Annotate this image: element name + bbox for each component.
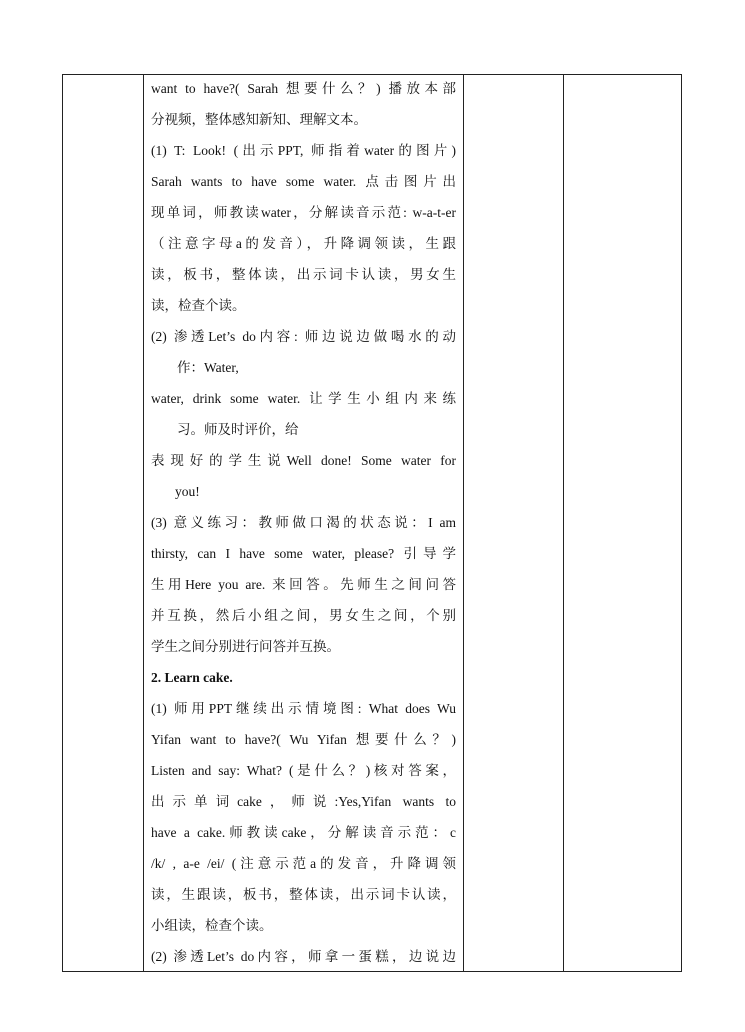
text-line: 习。师及时评价，给 — [177, 422, 299, 437]
text-line: (2) 渗透Let’s do内容，师拿一蛋糕，边说边 — [151, 949, 456, 964]
text-line: 小组读，检查个读。 — [151, 918, 273, 933]
text-line: （注意字母a的发音），升降调领读，生跟 — [151, 236, 456, 251]
text-line: 现单词，师教读water，分解读音示范: w-a-t-er — [151, 205, 456, 220]
column-divider-1 — [143, 75, 144, 971]
text-line: thirsty, can I have some water, please? 引导学 — [151, 546, 456, 561]
text-line: (3) 意义练习：教师做口渴的状态说：I am — [151, 515, 456, 530]
text-line: want to have?( Sarah 想要什么？) 播放本部 — [151, 81, 456, 96]
text-line: 学生之间分别进行问答并互换。 — [151, 639, 340, 654]
text-line: 出示单词cake，师说:Yes,Yifan wants to — [151, 794, 456, 809]
section-heading: 2. Learn cake. — [151, 670, 233, 685]
text-line: water, drink some water. 让学生小组内来练 — [151, 391, 456, 406]
text-line: 读，板书，整体读，出示词卡认读，男女生 — [151, 267, 456, 282]
text-line: 分视频，整体感知新知、理解文本。 — [151, 112, 367, 127]
lesson-table — [62, 74, 682, 972]
column-divider-2 — [463, 75, 464, 971]
text-line: 并互换，然后小组之间，男女生之间，个别 — [151, 608, 456, 623]
text-line: 作：Water, — [177, 360, 239, 375]
text-line: (1) T: Look! (出示PPT, 师指着water的图片) — [151, 143, 456, 158]
text-line: 生用Here you are. 来回答。先师生之间问答 — [151, 577, 456, 592]
text-line: 读，检查个读。 — [151, 298, 246, 313]
text-line: have a cake.师教读cake，分解读音示范：c — [151, 825, 456, 840]
text-line: (1) 师用PPT继续出示情境图: What does Wu — [151, 701, 456, 716]
text-line: 读，生跟读，板书，整体读，出示词卡认读， — [151, 887, 456, 902]
column-divider-3 — [563, 75, 564, 971]
text-line: Listen and say: What? (是什么？)核对答案， — [151, 763, 456, 778]
text-line: 表现好的学生说Well done! Some water for — [151, 453, 456, 468]
text-line: you! — [175, 484, 200, 499]
text-line: Yifan want to have?( Wu Yifan 想要什么？) — [151, 732, 456, 747]
text-line: Sarah wants to have some water. 点击图片出 — [151, 174, 456, 189]
procedure-text-column — [151, 75, 458, 971]
text-line: (2) 渗透Let’s do内容: 师边说边做喝水的动 — [151, 329, 456, 344]
text-line: /k/ , a-e /ei/ (注意示范a的发音，升降调领 — [151, 856, 456, 871]
